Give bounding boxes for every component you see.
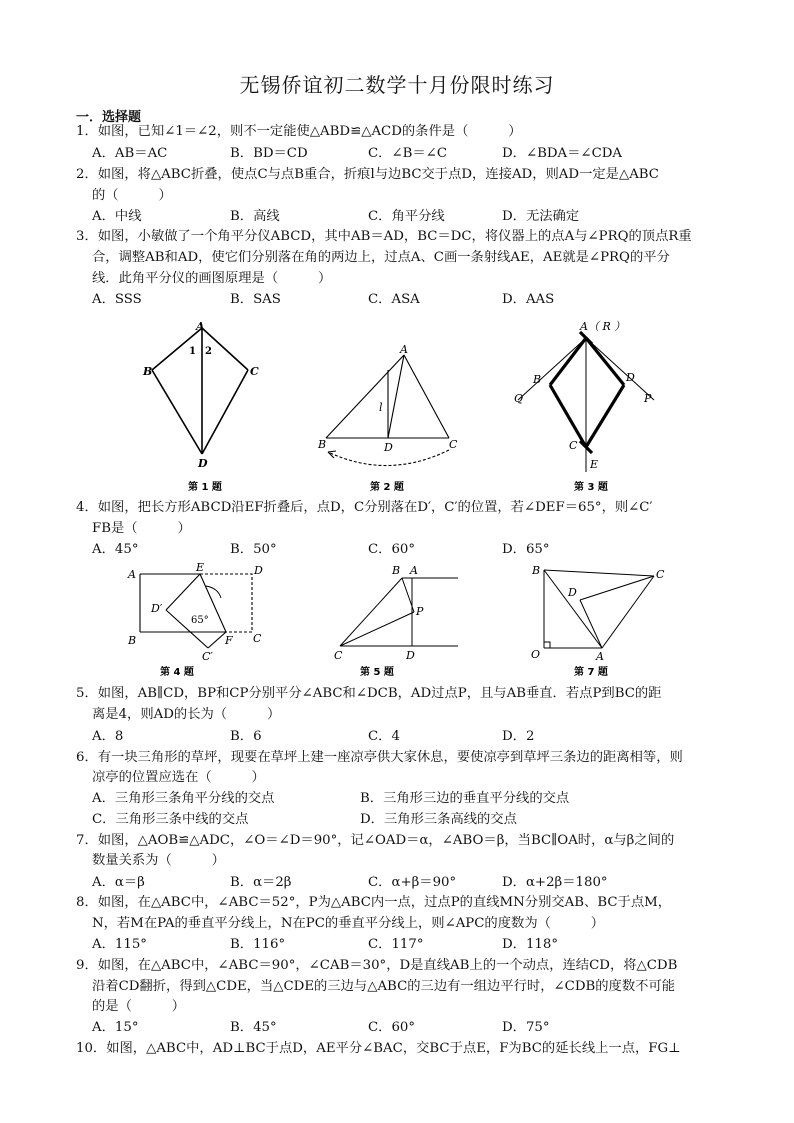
q9-stem-line2: 沿着CD翻折，得到△CDE，当△CDE的三边与△ABC的三边有一组边平行时，∠CDB的度数不可能 [92,979,676,994]
fig4-label-a: A [128,568,136,581]
figure-2-fold [312,340,472,498]
q3-option-c: C．ASA [368,292,420,307]
q1-option-c: C．∠B＝∠C [368,146,447,161]
q9-option-b: B．45° [230,1020,277,1035]
fig2-label-b: B [318,438,327,451]
q8-option-b: B．116° [230,937,286,952]
fig4-label-c: C [253,632,262,645]
fig5-caption: 第 5 题 [360,667,394,678]
q3-stem-line2: 合，调整AB和AD，使它们分别落在角的两边上，过点A、C画一条射线AE，AE就是∠PRQ的平分 [92,250,670,265]
q8-stem-line2: N，若M在PA的垂直平分线上，N在PC的垂直平分线上，则∠APC的度数为（ ） [92,916,605,931]
q8-stem-line1: 8．如图，在△ABC中，∠ABC＝52°，P为△ABC内一点，过点P的直线MN分别交AB、BC于点M， [76,895,672,910]
fig2-label-c: C [449,438,458,451]
q9-option-c: C．60° [368,1020,416,1035]
page-title: 无锡侨谊初二数学十月份限时练习 [239,73,555,97]
q2-stem-line2: 的（ ） [92,188,172,203]
q4-option-c: C．60° [368,542,416,557]
q1-option-a: A．AB＝AC [92,146,168,161]
fig7-label-d: D [568,586,577,599]
fig4-label-f: F [225,634,233,647]
q2-option-b: B．高线 [230,209,280,224]
q1-option-b: B．BD＝CD [230,146,308,161]
fig7-label-a: A [596,650,604,663]
fig3-caption: 第 3 题 [574,482,608,493]
q8-option-a: A．115° [92,937,147,952]
q9-option-a: A．15° [92,1020,139,1035]
q2-option-d: D．无法确定 [502,209,580,224]
q5-option-d: D．2 [502,729,535,744]
q7-stem-line1: 7．如图，△AOB≌△ADC，∠O＝∠D＝90°，记∠OAD＝α，∠ABO＝β，当BC∥OA时，α与β之间的 [76,833,675,848]
q8-option-c: C．117° [368,937,424,952]
q3-option-d: D．AAS [502,292,555,307]
fig5-label-d: D [406,649,415,662]
fig1-label-b: B [143,365,153,378]
fig4-angle-65: 65° [191,615,209,626]
fig1-angle-1: 1 [189,346,196,357]
q9-option-d: D．75° [502,1020,550,1035]
fig3-label-b: B [533,373,542,386]
q5-stem-line1: 5．如图，AB∥CD，BP和CP分别平分∠ABC和∠DCB，AD过点P，且与AB垂直．若点P到BC的距 [76,686,662,701]
fig3-label-p: P [644,392,652,405]
q5-stem-line2: 离是4，则AD的长为（ ） [92,707,281,722]
fig1-label-a: A [196,320,205,333]
figure-1-kite [130,318,270,498]
fig3-label-c: C [569,439,578,452]
fig7-label-b: B [532,564,541,577]
q4-option-d: D．65° [502,542,550,557]
fig2-label-d: D [384,441,393,454]
q1-option-d: D．∠BDA＝∠CDA [502,146,623,161]
figure-3-bisector-tool [508,312,668,498]
figure-7-congruent-triangles [526,560,676,680]
fig4-caption: 第 4 题 [160,667,194,678]
q6-stem-line1: 6．有一块三角形的草坪，现要在草坪上建一座凉亭供大家休息，要使凉亭到草坪三条边的距离相等，则 [76,750,683,765]
q4-stem-line1: 4．如图，把长方形ABCD沿EF折叠后，点D，C分别落在D′，C′的位置，若∠DEF＝65°，则∠C′ [76,500,653,515]
fig7-caption: 第 7 题 [574,667,608,678]
fig4-label-b: B [128,634,137,647]
q7-option-d: D．α+2β＝180° [502,875,608,890]
figure-5-parallel-lines [326,560,466,680]
q9-stem-line1: 9．如图，在△ABC中，∠ABC＝90°，∠CAB＝30°，D是直线AB上的一个动点，连结CD，将△CDB [76,958,678,973]
fig4-label-c-prime: C′ [202,650,213,663]
fig4-label-d: D [254,564,263,577]
fig1-label-d: D [198,457,208,470]
q4-option-a: A．45° [92,542,139,557]
fig5-label-c: C [334,649,343,662]
fig2-caption: 第 2 题 [370,482,404,493]
q6-stem-line2: 凉亭的位置应选在（ ） [92,770,265,785]
fig3-label-a-r: A（ R ） [580,320,626,333]
figure-4-folded-rectangle [122,560,272,680]
q5-option-b: B．6 [230,729,262,744]
q2-stem-line1: 2．如图，将△ABC折叠，使点C与点B重合，折痕l与边BC交于点D，连接AD，则AD一定是△ABC [76,167,659,182]
q7-option-a: A．α＝β [92,875,145,890]
q7-stem-line2: 数量关系为（ ） [92,853,225,868]
q4-option-b: B．50° [230,542,277,557]
fig2-label-l: l [379,401,383,414]
q5-option-a: A．8 [92,729,124,744]
fig1-label-c: C [250,365,259,378]
q4-stem-line2: FB是（ ） [92,521,191,536]
q1-stem: 1．如图，已知∠1＝∠2，则不一定能使△ABD≌△ACD的条件是（ ） [76,124,522,139]
fig1-caption: 第 1 题 [188,482,222,493]
q8-option-d: D．118° [502,937,558,952]
q6-option-a: A．三角形三条角平分线的交点 [92,791,275,806]
fig3-label-d: D [626,371,635,384]
q6-option-b: B．三角形三边的垂直平分线的交点 [360,791,570,806]
fig4-label-e: E [196,561,205,574]
fig1-angle-2: 2 [205,346,212,357]
fig7-label-o: O [531,648,541,661]
q7-option-c: C．α+β＝90° [368,875,457,890]
fig3-label-e: E [590,458,599,471]
q3-option-b: B．SAS [230,292,281,307]
q3-option-a: A．SSS [92,292,142,307]
fig2-label-a: A [400,343,408,356]
q6-option-d: D．三角形三条高线的交点 [360,812,517,827]
q9-stem-line3: 的是（ ） [92,999,186,1014]
q5-option-c: C．4 [368,729,400,744]
q2-option-a: A．中线 [92,209,142,224]
section-heading: 一．选择题 [76,110,142,125]
fig5-label-a: A [410,564,418,577]
q6-option-c: C．三角形三条中线的交点 [92,812,249,827]
q7-option-b: B．α＝2β [230,875,292,890]
fig5-label-p: P [416,605,424,618]
fig3-label-q: Q [514,392,524,405]
fig5-label-b: B [392,564,401,577]
q3-stem-line3: 线．此角平分仪的画图原理是（ ） [92,271,332,286]
q10-stem-line1: 10．如图，△ABC中，AD⊥BC于点D，AE平分∠BAC，交BC于点E，F为BC的延长线上一点，FG⊥ [76,1041,681,1056]
fig7-label-c: C [656,568,665,581]
q3-stem-line1: 3．如图，小敏做了一个角平分仪ABCD，其中AB＝AD，BC＝DC，将仪器上的点A与∠PRQ的顶点R重 [76,229,692,244]
fig4-label-d-prime: D′ [151,602,163,615]
q2-option-c: C．角平分线 [368,209,445,224]
